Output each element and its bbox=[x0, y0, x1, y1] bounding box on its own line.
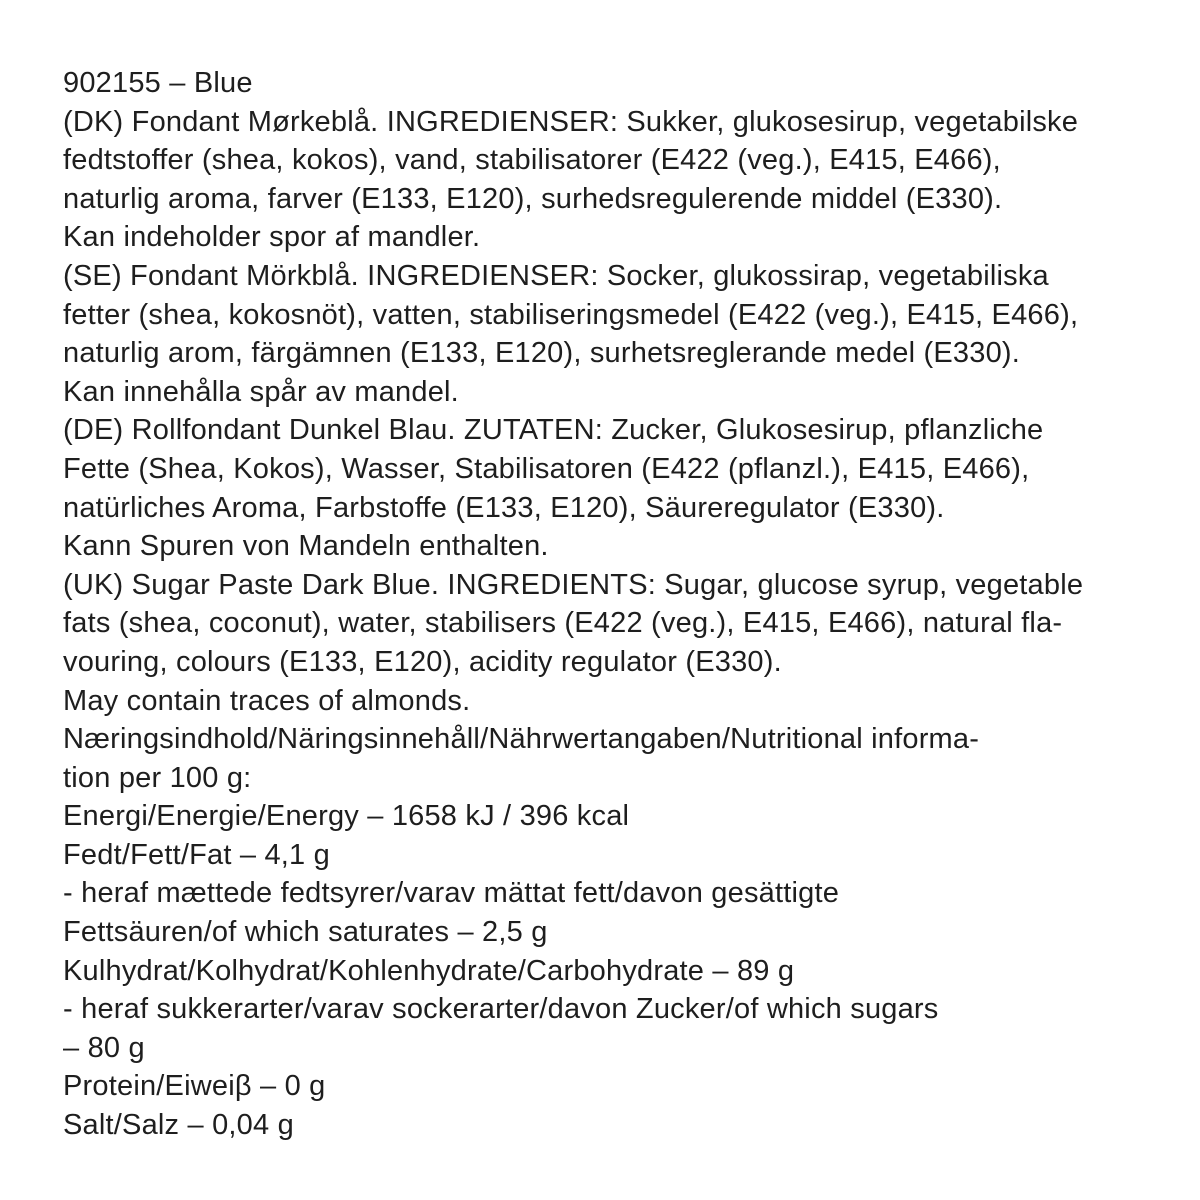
text-line: Protein/Eiweiβ – 0 g bbox=[63, 1070, 326, 1103]
text-line: Kan indeholder spor af mandler. bbox=[63, 221, 481, 254]
text-line: Fettsäuren/of which saturates – 2,5 g bbox=[63, 916, 548, 949]
text-line: vouring, colours (E133, E120), acidity regulator (E330). bbox=[63, 645, 782, 678]
text-line: fedtstoffer (shea, kokos), vand, stabilisatorer (E422 (veg.), E415, E466), bbox=[63, 144, 1001, 177]
text-line: Salt/Salz – 0,04 g bbox=[63, 1109, 294, 1142]
text-line: fats (shea, coconut), water, stabilisers (E422 (veg.), E415, E466), natural fla- bbox=[63, 607, 1063, 640]
text-line: (DE) Rollfondant Dunkel Blau. ZUTATEN: Zucker, Glukosesirup, pflanzliche bbox=[63, 414, 1044, 447]
text-line: naturlig aroma, farver (E133, E120), surhedsregulerende middel (E330). bbox=[63, 182, 1003, 215]
text-line: (SE) Fondant Mörkblå. INGREDIENSER: Socker, glukossirap, vegetabiliska bbox=[63, 259, 1049, 292]
text-line: natürliches Aroma, Farbstoffe (E133, E120), Säureregulator (E330). bbox=[63, 491, 945, 524]
text-line: - heraf mættede fedtsyrer/varav mättat fett/davon gesättigte bbox=[63, 877, 840, 910]
text-line: (DK) Fondant Mørkeblå. INGREDIENSER: Sukker, glukosesirup, vegetabilske bbox=[63, 105, 1079, 138]
text-line: (UK) Sugar Paste Dark Blue. INGREDIENTS: Sugar, glucose syrup, vegetable bbox=[63, 568, 1084, 601]
text-line: 902155 – Blue bbox=[63, 67, 253, 99]
text-line: – 80 g bbox=[63, 1031, 145, 1064]
label-text-block bbox=[63, 64, 1180, 1145]
text-line: Kulhydrat/Kolhydrat/Kohlenhydrate/Carbohydrate – 89 g bbox=[63, 954, 795, 987]
text-line: tion per 100 g: bbox=[63, 761, 252, 794]
text-line: naturlig arom, färgämnen (E133, E120), surhetsreglerande medel (E330). bbox=[63, 337, 1021, 370]
text-line: Næringsindhold/Näringsinnehåll/Nährwertangaben/Nutritional informa- bbox=[63, 723, 980, 756]
text-line: Kan innehålla spår av mandel. bbox=[63, 375, 459, 408]
text-line: Fedt/Fett/Fat – 4,1 g bbox=[63, 838, 330, 871]
text-line: fetter (shea, kokosnöt), vatten, stabiliseringsmedel (E422 (veg.), E415, E466), bbox=[63, 298, 1079, 331]
text-line: Energi/Energie/Energy – 1658 kJ / 396 kcal bbox=[63, 800, 630, 833]
text-line: May contain traces of almonds. bbox=[63, 684, 471, 717]
text-line: Fette (Shea, Kokos), Wasser, Stabilisatoren (E422 (pflanzl.), E415, E466), bbox=[63, 452, 1030, 485]
text-line: Kann Spuren von Mandeln enthalten. bbox=[63, 530, 549, 563]
text-line: - heraf sukkerarter/varav sockerarter/davon Zucker/of which sugars bbox=[63, 993, 939, 1026]
